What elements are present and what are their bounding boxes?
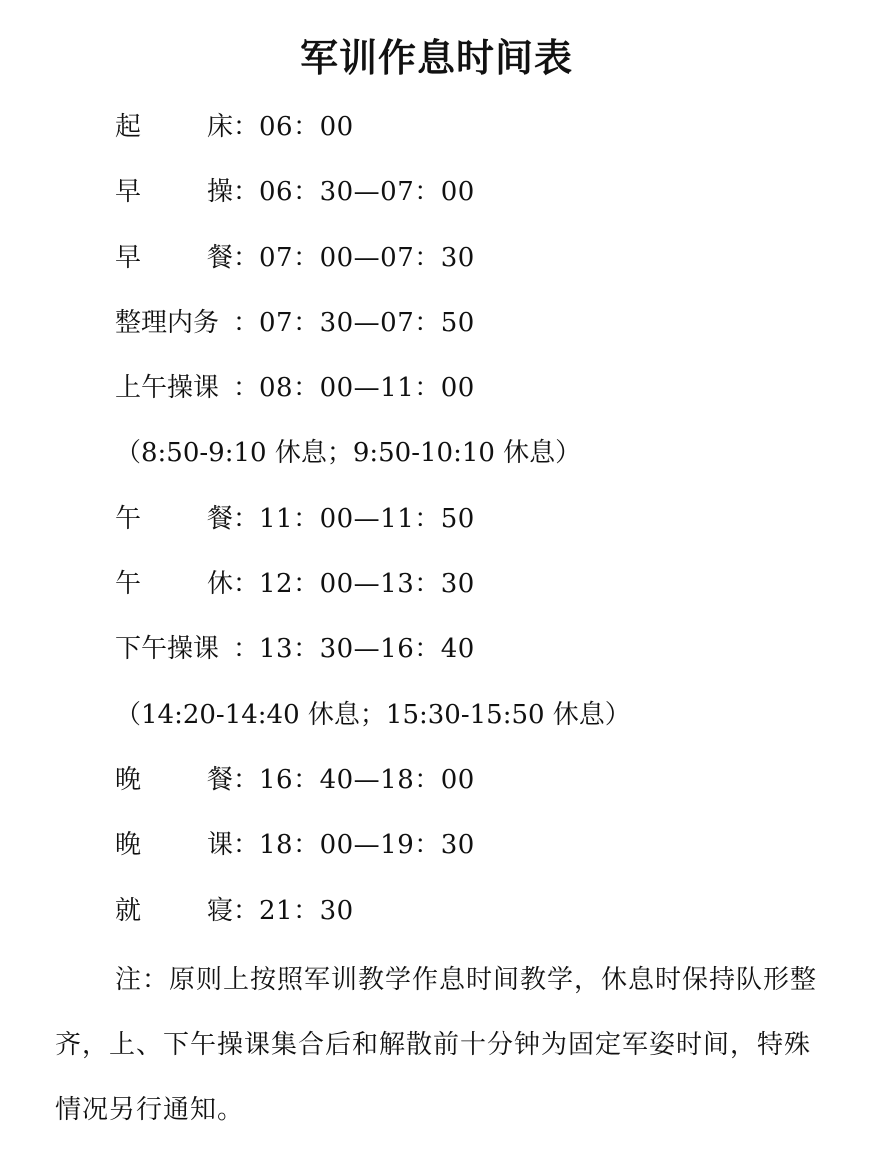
schedule-label (115, 238, 233, 278)
schedule-time: 07：30—07：50 (259, 308, 475, 338)
schedule-label-char: 餐 (206, 765, 233, 795)
schedule-time: 11：00—11：50 (259, 504, 475, 534)
schedule-row-noon-rest (115, 564, 475, 604)
schedule-colon: ： (233, 830, 260, 860)
schedule-label-char: 晚 (115, 830, 142, 860)
schedule-label-char: 早 (115, 177, 142, 207)
schedule-label: 整理内务 (115, 308, 220, 338)
schedule-row-lunch (115, 499, 475, 539)
schedule-row-morning-exercise (115, 172, 475, 212)
schedule-label-char: 课 (206, 830, 233, 860)
schedule-colon: ： (233, 569, 260, 599)
schedule-label-char: 晚 (115, 765, 142, 795)
footnote-paragraph: 注：原则上按照军训教学作息时间教学，休息时保持队形整齐，上、下午操课集合后和解散前十分钟为固定军姿时间，特殊情况另行通知。 (55, 965, 818, 1125)
schedule-label (115, 499, 233, 539)
schedule-row-breakfast (115, 238, 475, 278)
schedule-colon: ： (233, 896, 260, 926)
schedule-time: 06：30—07：00 (259, 177, 475, 207)
schedule-colon: ： (233, 243, 260, 273)
schedule-row-bedtime (115, 891, 354, 931)
schedule-colon: ： (233, 112, 260, 142)
schedule-label-char: 操 (206, 177, 233, 207)
schedule-row-wake-up (115, 107, 354, 147)
schedule-row-morning-drill (115, 368, 475, 408)
schedule-colon: ： (233, 308, 260, 338)
schedule-label (115, 107, 233, 147)
document-title: 军训作息时间表 (299, 36, 573, 80)
schedule-label-char: 寝 (206, 896, 233, 926)
afternoon-break-note: （14:20-14:40 休息；15:30-15:50 休息） (115, 700, 631, 730)
schedule-label (115, 891, 233, 931)
schedule-time: 08：00—11：00 (259, 373, 475, 403)
schedule-time: 18：00—19：30 (259, 830, 475, 860)
schedule-row-evening-class (115, 825, 475, 865)
schedule-label-char: 早 (115, 243, 142, 273)
schedule-label: 下午操课 (115, 634, 220, 664)
schedule-colon: ： (233, 634, 260, 664)
schedule-time: 13：30—16：40 (259, 634, 475, 664)
schedule-label (115, 564, 233, 604)
schedule-label-char: 午 (115, 569, 142, 599)
schedule-colon: ： (233, 504, 260, 534)
schedule-colon: ： (233, 373, 260, 403)
schedule-label-char: 床 (206, 112, 233, 142)
schedule-time: 21：30 (259, 896, 354, 926)
schedule-time: 07：00—07：30 (259, 243, 475, 273)
schedule-colon: ： (233, 177, 260, 207)
schedule-label-char: 就 (115, 896, 142, 926)
schedule-time: 06：00 (259, 112, 354, 142)
schedule-label-char: 餐 (206, 504, 233, 534)
schedule-label (115, 172, 233, 212)
schedule-time: 12：00—13：30 (259, 569, 475, 599)
schedule-colon: ： (233, 765, 260, 795)
schedule-label-char: 餐 (206, 243, 233, 273)
schedule-label (115, 760, 233, 800)
schedule-label-char: 午 (115, 504, 142, 534)
schedule-time: 16：40—18：00 (259, 765, 475, 795)
schedule-row-housekeeping (115, 303, 475, 343)
morning-break-note: （8:50-9:10 休息；9:50-10:10 休息） (115, 438, 582, 468)
schedule-row-afternoon-drill (115, 629, 475, 669)
schedule-label (115, 825, 233, 865)
schedule-label-char: 起 (115, 112, 142, 142)
schedule-row-dinner (115, 760, 475, 800)
schedule-label-char: 休 (206, 569, 233, 599)
schedule-label: 上午操课 (115, 373, 220, 403)
